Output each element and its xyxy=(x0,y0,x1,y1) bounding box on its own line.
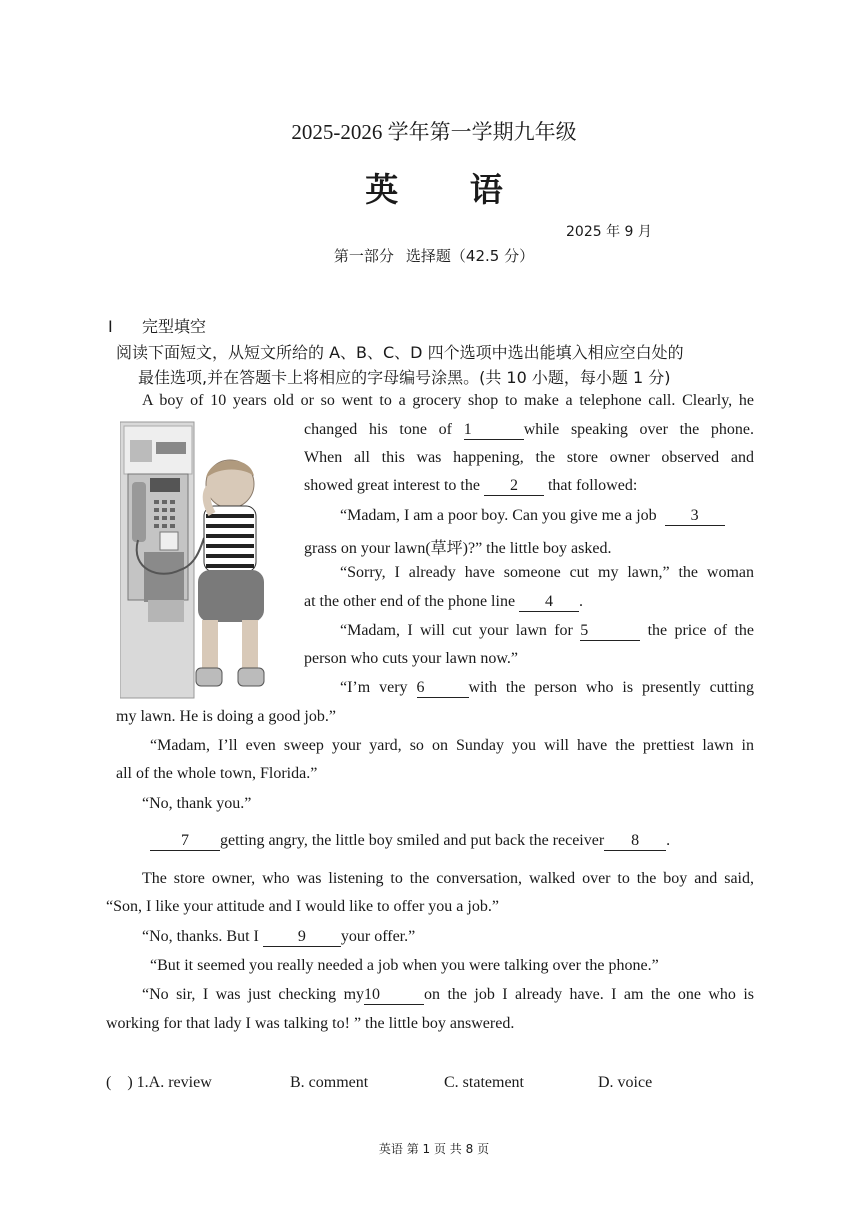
passage-line: my lawn. He is doing a good job.” xyxy=(116,708,336,725)
passage-line: “No, thank you.” xyxy=(142,795,252,812)
passage-line: “Madam, I am a poor boy. Can you give me a job 3 xyxy=(340,507,725,526)
part-heading xyxy=(0,245,868,266)
blank-1: 1 xyxy=(464,421,524,440)
option-c[interactable]: C. statement xyxy=(444,1074,524,1091)
blank-7: 7 xyxy=(150,832,220,851)
passage-line: “No sir, I was just checking my10 on the job I already have. I am the one who is xyxy=(142,986,754,1003)
option-b[interactable]: B. comment xyxy=(290,1074,369,1091)
passage-line: “I’m very 6 with the person who is presently cutting xyxy=(340,679,755,696)
passage-line: changed his tone of 1 while speaking over the phone. xyxy=(304,421,755,438)
passage-line: showed great interest to the 2 that followed: xyxy=(304,477,638,494)
passage-line: The store owner, who was listening to the conversation, walked over to the boy and said, xyxy=(142,870,754,887)
instruction-line-2: 最佳选项,并在答题卡上将相应的字母编号涂黑。(共 10 小题，每小题 1 分) xyxy=(138,368,671,387)
subject-title: 英 语 xyxy=(365,170,533,209)
passage-line: A boy of 10 years old or so went to a grocery shop to make a telephone call. Clearly, he xyxy=(142,392,754,409)
section-heading xyxy=(108,314,206,337)
blank-2: 2 xyxy=(484,477,544,496)
exam-title: 2025-2026 学年第一学期九年级 xyxy=(291,120,577,144)
passage-line: “Sorry, I already have someone cut my lawn,” the woman xyxy=(340,564,754,581)
question-1 xyxy=(106,1074,212,1092)
passage-line: “Son, I like your attitude and I would like to offer you a job.” xyxy=(106,898,499,915)
question-1-number: ( ) 1. xyxy=(106,1074,149,1091)
section-name: 完型填空 xyxy=(142,317,207,336)
passage-line: person who cuts your lawn now.” xyxy=(304,650,519,667)
blank-3: 3 xyxy=(665,507,725,526)
blank-8: 8 xyxy=(604,832,666,851)
section-number: I xyxy=(108,317,113,336)
passage-line: “Madam, I will cut your lawn for 5 the price of the xyxy=(340,622,755,639)
passage-line: “No, thanks. But I 9 your offer.” xyxy=(142,928,416,945)
page-footer: 英语 第 1 页 共 8 页 xyxy=(378,1142,490,1156)
blank-6: 6 xyxy=(417,679,469,698)
passage-line: “But it seemed you really needed a job when you were talking over the phone.” xyxy=(150,957,659,974)
blank-4: 4 xyxy=(519,593,579,612)
passage-line: working for that lady I was talking to! ” the little boy answered. xyxy=(106,1015,515,1032)
passage-line: all of the whole town, Florida.” xyxy=(116,765,318,782)
passage-line: grass on your lawn(草坪)?” the little boy asked. xyxy=(304,540,612,557)
boy-on-payphone-illustration xyxy=(120,420,288,700)
passage-line: “Madam, I’ll even sweep your yard, so on Sunday you will have the prettiest lawn in xyxy=(150,737,754,754)
passage-line: at the other end of the phone line 4 . xyxy=(304,593,584,610)
blank-5: 5 xyxy=(580,622,640,641)
passage-line: 7 getting angry, the little boy smiled and put back the receiver 8 . xyxy=(150,832,670,851)
blank-9: 9 xyxy=(263,928,341,947)
part-title: 选择题（42.5 分） xyxy=(405,247,535,265)
option-d[interactable]: D. voice xyxy=(598,1074,653,1091)
passage-line: When all this was happening, the store owner observed and xyxy=(304,449,754,466)
option-a[interactable]: A. review xyxy=(148,1074,212,1091)
exam-date: 2025 年 9 月 xyxy=(566,224,652,240)
part-label: 第一部分 xyxy=(333,247,394,265)
blank-10: 10 xyxy=(364,986,424,1005)
instruction-line-1: 阅读下面短文，从短文所给的 A、B、C、D 四个选项中选出能填入相应空白处的 xyxy=(116,343,684,362)
